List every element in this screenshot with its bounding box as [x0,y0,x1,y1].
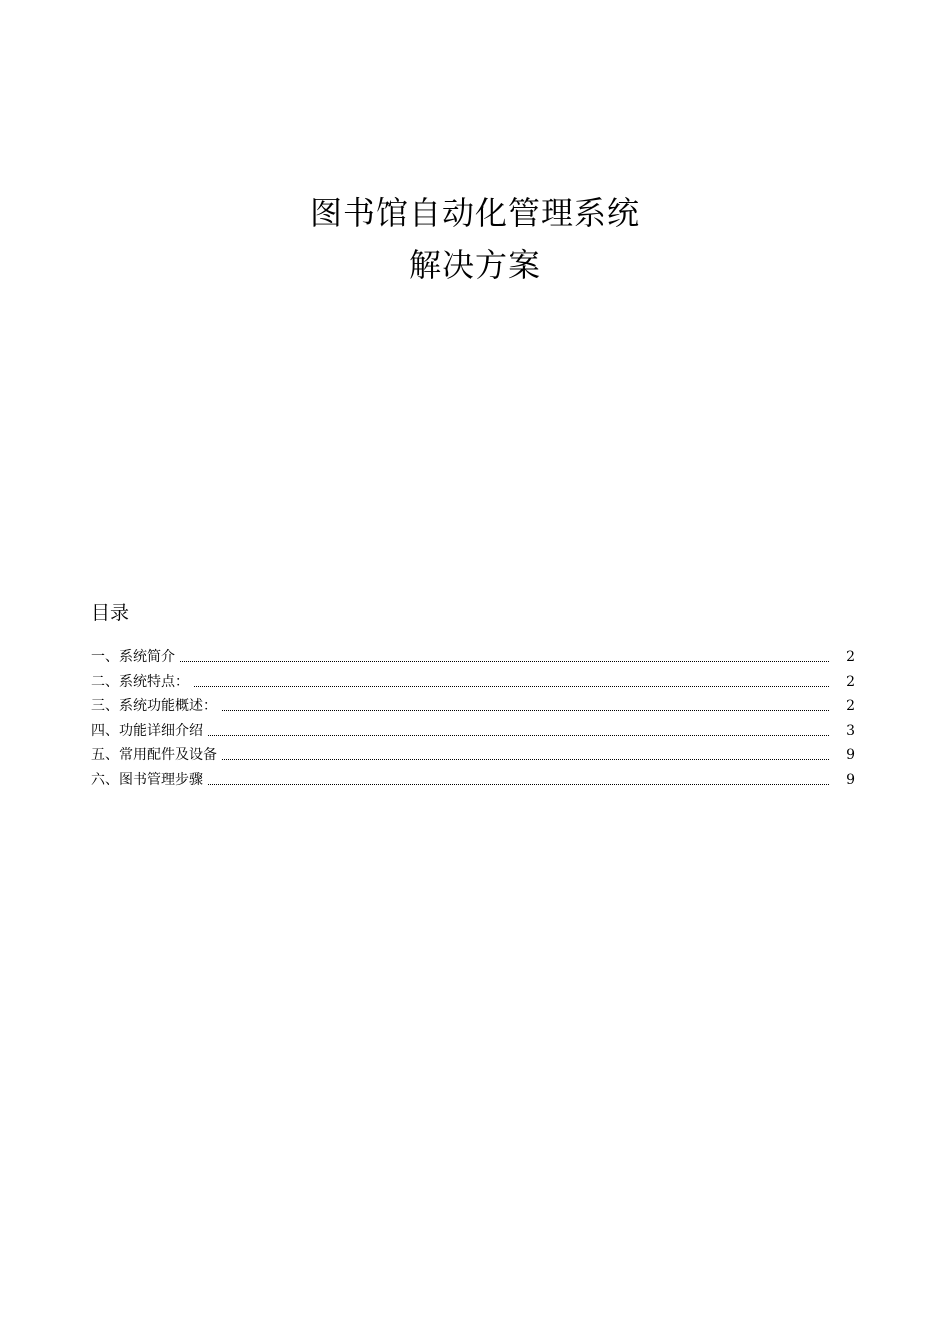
toc-entry-label: 五、常用配件及设备 [91,743,221,767]
toc-heading: 目录 [91,602,130,624]
toc-entry-page: 3 [846,722,855,739]
toc-entry-page: 2 [846,698,855,714]
document-subtitle: 解决方案 [408,246,541,284]
toc-dot-leader [91,661,829,662]
toc-entry[interactable] [91,645,857,670]
toc-entry-label: 二、系统特点： [91,670,193,694]
table-of-contents [91,645,857,792]
document-title: 图书馆自动化管理系统 [309,194,640,232]
toc-entry-page: 2 [846,673,855,690]
toc-dot-leader [91,686,829,687]
toc-entry-label: 六、图书管理步骤 [91,768,207,792]
toc-entry-page: 9 [846,771,855,788]
toc-entry[interactable] [91,719,857,744]
toc-entry-page: 9 [846,747,855,763]
toc-entry-label: 三、系统功能概述： [91,694,221,718]
toc-entry-page: 2 [846,649,855,665]
toc-entry-label: 一、系统简介 [91,645,179,669]
toc-entry[interactable] [91,743,857,768]
toc-entry[interactable] [91,670,857,695]
toc-entry[interactable] [91,694,857,719]
toc-entry-label: 四、功能详细介绍 [91,719,207,743]
toc-entry[interactable] [91,768,857,793]
